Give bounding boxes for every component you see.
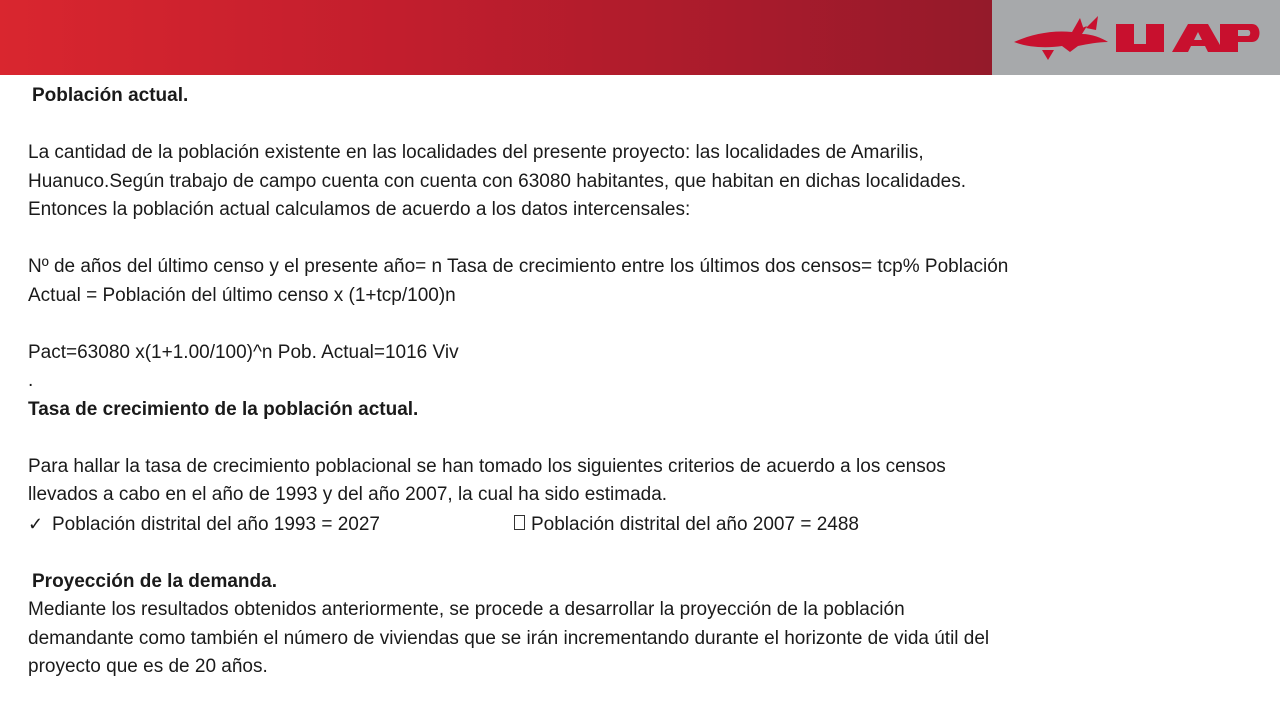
paragraph-2-line-2: Actual = Población del último censo x (1+tcp/100)n (28, 284, 456, 306)
paragraph-4-line-3: proyecto que es de 20 años. (28, 656, 268, 677)
uap-logo (1012, 12, 1262, 64)
bird-emblem-icon (1014, 16, 1108, 60)
spacer (28, 424, 1258, 453)
paragraph-1-line-2: Huanuco.Según trabajo de campo cuenta con cuenta con 63080 habitantes, que habitan en dichas localidades. (28, 170, 967, 192)
uap-lettering-icon (1116, 24, 1260, 52)
spacer (28, 539, 1258, 568)
paragraph-3-line-1: Para hallar la tasa de crecimiento poblacional se han tomado los siguientes criterios de acuerdo a los censos (28, 455, 946, 477)
spacer (28, 310, 1258, 339)
top-banner (0, 0, 992, 75)
spacer (28, 225, 1258, 254)
heading-proyeccion-demanda: Proyección de la demanda. (32, 570, 277, 592)
formula-line: Pact=63080 x(1+1.00/100)^n Pob. Actual=1016 Viv (28, 341, 459, 363)
logo-panel (992, 0, 1280, 75)
paragraph-2-line-1: Nº de años del último censo y el presente año= n Tasa de crecimiento entre los últimos dos censos= tcp% Población (28, 256, 1009, 277)
spacer (28, 111, 1258, 140)
slide-content (28, 82, 1258, 682)
paragraph-1-line-1: La cantidad de la población existente en las localidades del presente proyecto: las localidades de Amarilis, (28, 142, 924, 163)
heading-tasa-crecimiento: Tasa de crecimiento de la población actual. (28, 398, 419, 420)
check-item-1993: Población distrital del año 1993 = 2027 (52, 513, 380, 535)
missing-glyph-icon (514, 515, 525, 530)
heading-poblacion-actual: Población actual. (32, 85, 189, 106)
paragraph-1-line-3: Entonces la población actual calculamos de acuerdo a los datos intercensales: (28, 199, 691, 220)
paragraph-4-line-2: demandante como también el número de viviendas que se irán incrementando durante el horizonte de vida útil del (28, 627, 990, 649)
paragraph-4-line-1: Mediante los resultados obtenidos anteriormente, se procede a desarrollar la proyección de la población (28, 599, 905, 620)
check-item-2007: Población distrital del año 2007 = 2488 (531, 513, 859, 535)
checkmark-icon: ✓ (28, 513, 44, 534)
paragraph-3-line-2: llevados a cabo en el año de 1993 y del año 2007, la cual ha sido estimada. (28, 484, 668, 505)
dot-line: . (28, 370, 34, 391)
check-list-row (28, 510, 1258, 540)
